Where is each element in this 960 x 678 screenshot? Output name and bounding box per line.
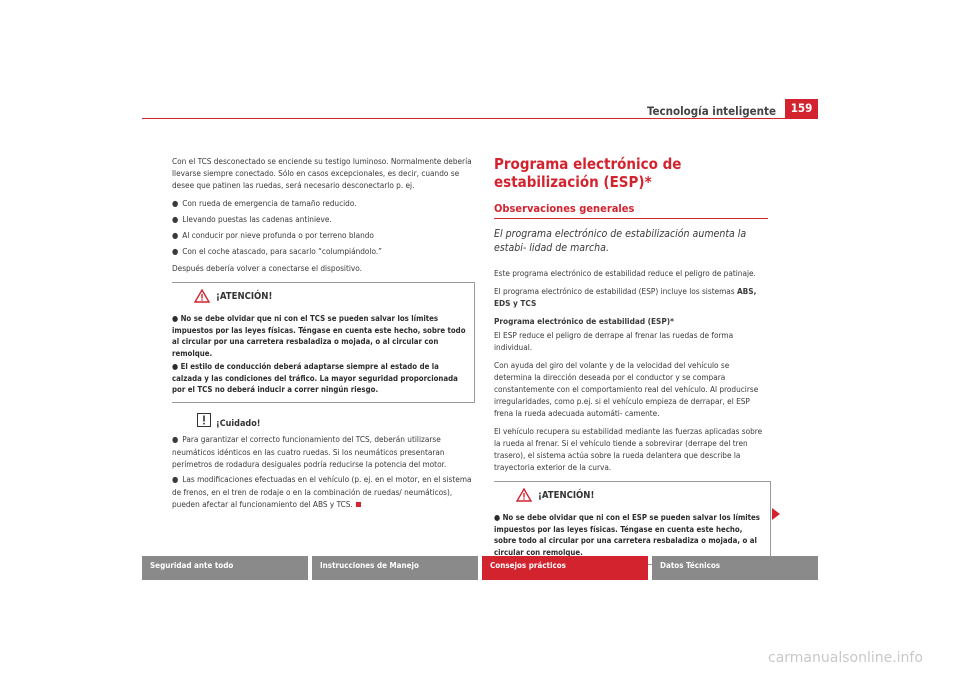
bullet-icon: ● — [172, 247, 179, 256]
subsection-rule — [494, 218, 768, 219]
list-item — [172, 245, 472, 258]
footer-tab-consejos[interactable]: Consejos prácticos — [482, 556, 648, 580]
warning-box-tcs — [172, 282, 475, 403]
continue-arrow-icon — [772, 508, 780, 520]
list-item — [172, 433, 472, 470]
left-column — [172, 155, 472, 513]
left-paragraph-2: Después debería volver a conectarse el dispositivo. — [172, 263, 362, 273]
paragraph-text: El programa electrónico de estabilidad (ESP) incluye los sistemas — [494, 286, 737, 296]
right-heading: Programa electrónico de estabilidad (ESP)* — [494, 316, 674, 326]
right-paragraph-2 — [494, 285, 768, 309]
section-end-icon — [356, 502, 361, 507]
list-item-text: Al conducir por nieve profunda o por terreno blando — [182, 230, 374, 240]
list-item — [494, 512, 764, 558]
subsection-title: Observaciones generales — [494, 202, 635, 215]
list-item-text: Con el coche atascado, para sacarlo “columpiándolo.” — [182, 246, 382, 256]
list-item — [172, 229, 472, 242]
bullet-icon: ● — [172, 314, 181, 323]
footer-tab-seguridad[interactable]: Seguridad ante todo — [142, 556, 308, 580]
right-paragraph-4: Con ayuda del giro del volante y de la velocidad del vehículo se determina la dirección deseada por el conductor y se compara constantemente con el comportamiento real del vehículo. Al producirse irregularidades, como p.ej. si el vehículo empieza de derrapar, el ESP frena la rueda adecuada automáti- camente. — [494, 360, 759, 418]
warning-triangle-icon — [516, 488, 532, 502]
paragraph-emphasis: ABS, EDS y TCS — [494, 286, 757, 308]
caution-title: ¡Cuidado! — [216, 418, 261, 429]
list-item — [172, 313, 468, 359]
right-paragraph-3: El ESP reduce el peligro de derrape al frenar las ruedas de forma individual. — [494, 330, 734, 352]
section-title: Programa electrónico de estabilización (ESP)* — [494, 155, 682, 191]
bullet-icon: ● — [172, 215, 179, 224]
list-item-text: Para garantizar el correcto funcionamiento del TCS, deberán utilizarse neumáticos idénticos en las cuatro ruedas. Si los neumáticos presentaran perímetros de rodadura desiguales podría reducirse la potencia del motor. — [172, 433, 447, 469]
right-paragraph-1: Este programa electrónico de estabilidad reduce el peligro de patinaje. — [494, 268, 756, 278]
bullet-icon: ● — [172, 199, 179, 208]
warning-body — [172, 311, 474, 402]
caution-icon — [197, 413, 211, 427]
list-item-text: Las modificaciones efectuadas en el vehículo (p. ej. en el motor, en el sistema de frenos, en el tren de rodaje o en la combinación de ruedas/ neumáticos), pueden afectar al funcionamiento del ABS y TCS. — [172, 473, 472, 509]
list-item-text: El estilo de conducción deberá adaptarse siempre al estado de la calzada y las condiciones del tráfico. La mayor seguridad proporcionada por el TCS no deberá inducir a correr ningún riesgo. — [172, 362, 458, 394]
list-item — [172, 197, 472, 210]
left-bullet-list — [172, 197, 472, 258]
warning-header — [172, 283, 474, 311]
footer-tab-datos[interactable]: Datos Técnicos — [652, 556, 818, 580]
warning-header — [494, 482, 770, 510]
bullet-icon: ● — [172, 231, 179, 240]
page-number: 159 — [785, 99, 818, 118]
caution-body — [172, 433, 472, 510]
watermark: carmanualsonline.info — [768, 650, 923, 666]
list-item-text: No se debe olvidar que ni con el ESP se pueden salvar los límites impuestos por las leyes físicas. Téngase en cuenta este hecho, sobre todo al circular por una carretera resbaladiza o mojada, o al circular con remolque. — [494, 513, 760, 557]
warning-title: ¡ATENCIÓN! — [538, 490, 595, 501]
warning-title: ¡ATENCIÓN! — [216, 291, 273, 302]
chapter-title: Tecnología inteligente — [646, 104, 776, 118]
bullet-icon: ● — [494, 513, 503, 522]
list-item-text: No se debe olvidar que ni con el TCS se pueden salvar los límites impuestos por las leyes físicas. Téngase en cuenta este hecho, sobre todo al circular por una carretera resbaladiza o mojada, o al circular con remolque. — [172, 314, 466, 358]
intro-text: El programa electrónico de estabilización aumenta la estabi- lidad de marcha. — [494, 228, 747, 254]
warning-triangle-icon — [194, 289, 210, 303]
footer-tab-instrucciones[interactable]: Instrucciones de Manejo — [312, 556, 478, 580]
header-rule — [142, 118, 818, 119]
list-item-text: Con rueda de emergencia de tamaño reducido. — [182, 198, 357, 208]
list-item — [172, 361, 468, 396]
bullet-icon: ● — [172, 362, 181, 371]
warning-box-esp — [494, 481, 771, 565]
right-column — [494, 155, 768, 573]
bullet-icon: ● — [172, 474, 179, 484]
list-item — [172, 473, 472, 510]
caution-header — [172, 411, 472, 433]
right-paragraph-5: El vehículo recupera su estabilidad mediante las fuerzas aplicadas sobre la rueda al frenar. Si el vehículo tiende a sobrevirar (derrape del tren trasero), el sistema actúa sobre la rueda delantera que describe la trayectoria exterior de la curva. — [494, 426, 763, 472]
list-item — [172, 213, 472, 226]
left-paragraph-1: Con el TCS desconectado se enciende su testigo luminoso. Normalmente debería llevarse siempre conectado. Sólo en casos excepcionales, es decir, cuando se desee que patinen las ruedas, será necesario desconectarlo p. ej. — [172, 156, 472, 190]
list-item-text: Llevando puestas las cadenas antinieve. — [182, 214, 332, 224]
bullet-icon: ● — [172, 434, 179, 444]
footer-nav — [142, 556, 818, 580]
